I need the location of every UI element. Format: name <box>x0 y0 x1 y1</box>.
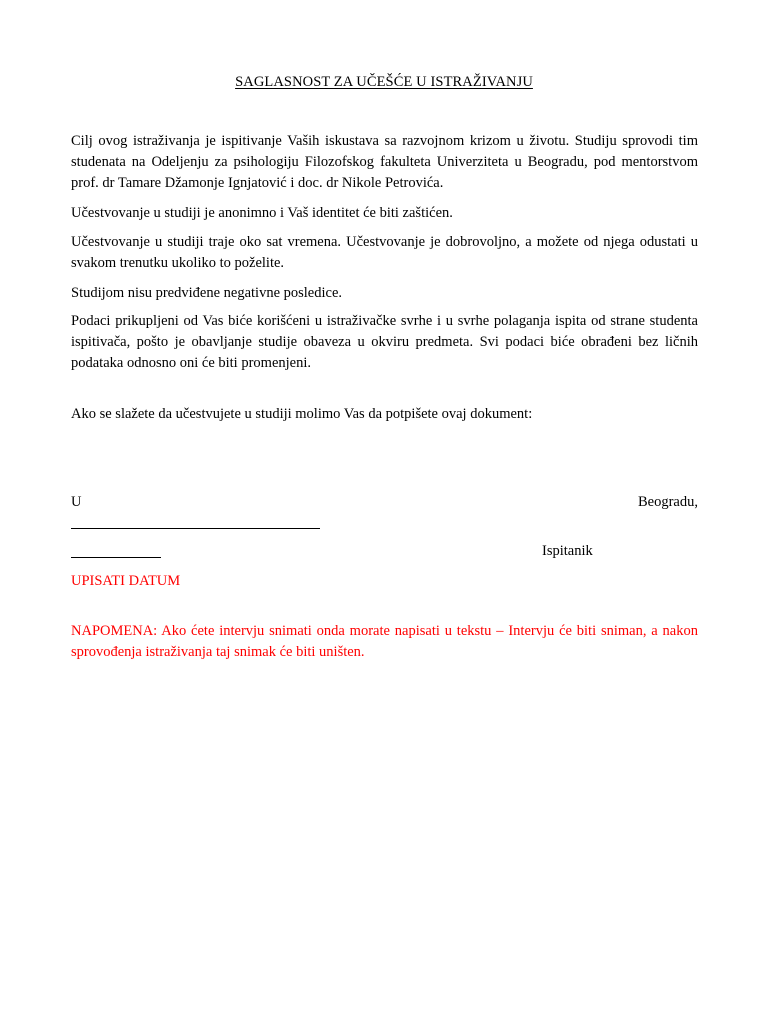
place-city: Beogradu, <box>638 494 698 510</box>
recording-note: NAPOMENA: Ako ćete intervju snimati onda morate napisati u tekstu – Intervju će biti sniman, a nakon sprovođenja istraživanja taj snimak će biti uništen. <box>71 623 698 660</box>
date-underline <box>71 528 320 529</box>
data-usage-paragraph: Podaci prikupljeni od Vas biće korišćeni u istraživačke svrhe i u svrhe polaganja ispita od strane studenta ispitivača, pošto je obavljanje studije obaveza u okviru predmeta. Svi podaci biće obrađeni bez ličnih podataka odnosno oni će biti promenjeni. <box>71 313 698 371</box>
document-title: SAGLASNOST ZA UČEŠĆE U ISTRAŽIVANJU <box>235 74 533 90</box>
duration-paragraph: Učestvovanje u studiji traje oko sat vremena. Učestvovanje je dobrovoljno, a možete od njega odustati u svakom trenutku ukoliko to poželite. <box>71 234 698 271</box>
date-placeholder: UPISATI DATUM <box>71 573 181 589</box>
place-line <box>71 492 698 512</box>
anonymity-paragraph: Učestvovanje u studiji je anonimno i Vaš identitet će biti zaštićen. <box>71 205 453 221</box>
date-underline-continued <box>71 557 161 558</box>
consent-request-paragraph: Ako se slažete da učestvujete u studiji molimo Vas da potpišete ovaj dokument: <box>71 406 533 422</box>
intro-paragraph: Cilj ovog istraživanja je ispitivanje Vaših iskustava sa razvojnom krizom u životu. Studiju sprovodi tim studenata na Odeljenju za psihologiju Filozofskog fakulteta Univerziteta u Beogradu, pod mentorstvom prof. dr Tamare Džamonje Ignjatović i doc. dr Nikole Petrovića. <box>71 133 698 191</box>
place-prefix: U <box>71 494 82 510</box>
participant-signature-label: Ispitanik <box>542 543 593 559</box>
consequences-paragraph: Studijom nisu predviđene negativne posledice. <box>71 285 343 301</box>
